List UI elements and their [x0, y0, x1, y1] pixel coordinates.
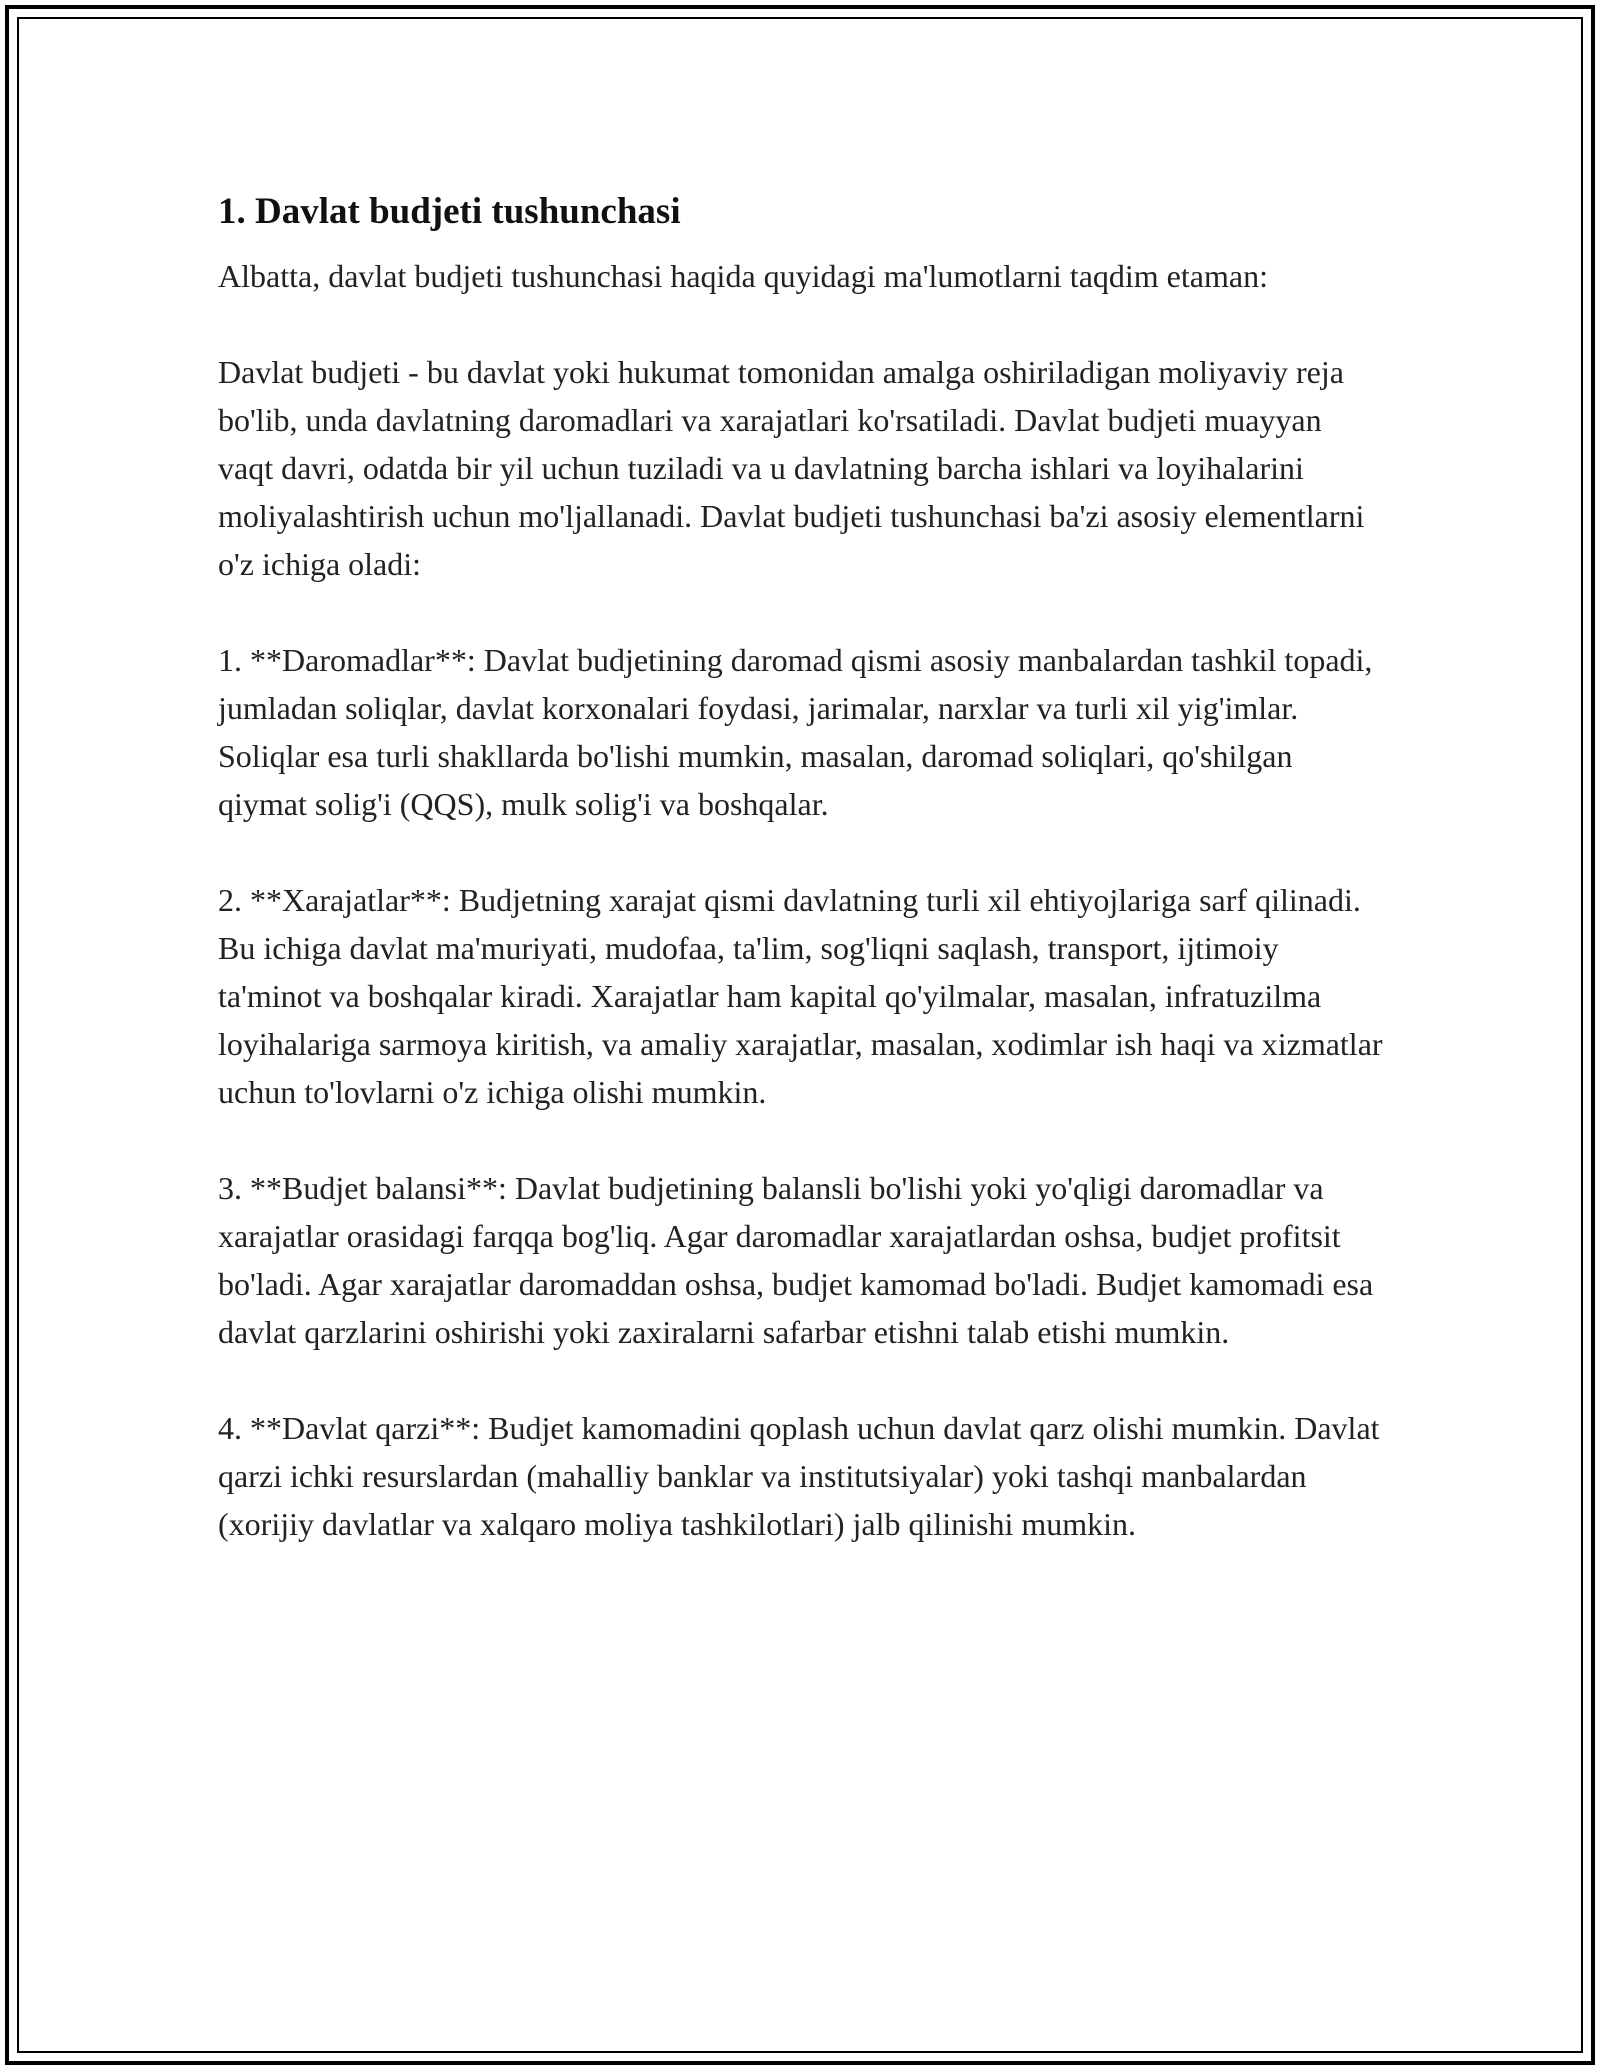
- list-item-budjet-balansi: 3. **Budjet balansi**: Davlat budjetining balansli bo'lishi yoki yo'qligi daromadlar va xarajatlar orasidagi farqqa bog'liq. Agar daromadlar xarajatlardan oshsa, budjet profitsit bo'ladi. Agar xarajatlar daromaddan oshsa, budjet kamomad bo'ladi. Budjet kamomadi esa davlat qarzlarini oshirishi yoki zaxiralarni safarbar etishni talab etishi mumkin.: [218, 1170, 1374, 1350]
- intro-paragraph: Albatta, davlat budjeti tushunchasi haqida quyidagi ma'lumotlarni taqdim etaman:: [218, 258, 1268, 294]
- list-item-davlat-qarzi: 4. **Davlat qarzi**: Budjet kamomadini qoplash uchun davlat qarz olishi mumkin. Davlat qarzi ichki resurslardan (mahalliy banklar va institutsiyalar) yoki tashqi manbalardan (xorijiy davlatlar va xalqaro moliya tashkilotlari) jalb qilinishi mumkin.: [218, 1410, 1380, 1542]
- document-body: [218, 180, 1383, 1548]
- definition-paragraph: Davlat budjeti - bu davlat yoki hukumat tomonidan amalga oshiriladigan moliyaviy reja bo'lib, unda davlatning daromadlari va xarajatlari ko'rsatiladi. Davlat budjeti muayyan vaqt davri, odatda bir yil uchun tuziladi va u davlatning barcha ishlari va loyihalarini moliyalashtirish uchun mo'ljallanadi. Davlat budjeti tushunchasi ba'zi asosiy elementlarni o'z ichiga oladi:: [218, 354, 1365, 582]
- list-item-xarajatlar: 2. **Xarajatlar**: Budjetning xarajat qismi davlatning turli xil ehtiyojlariga sarf qilinadi. Bu ichiga davlat ma'muriyati, mudofaa, ta'lim, sog'liqni saqlash, transport, ijtimoiy ta'minot va boshqalar kiradi. Xarajatlar ham kapital qo'yilmalar, masalan, infratuzilma loyihalariga sarmoya kiritish, va amaliy xarajatlar, masalan, xodimlar ish haqi va xizmatlar uchun to'lovlarni o'z ichiga olishi mumkin.: [218, 882, 1383, 1110]
- page-title: 1. Davlat budjeti tushunchasi: [218, 191, 681, 232]
- list-item-daromadlar: 1. **Daromadlar**: Davlat budjetining daromad qismi asosiy manbalardan tashkil topadi, jumladan soliqlar, davlat korxonalari foydasi, jarimalar, narxlar va turli xil yig'imlar. Soliqlar esa turli shakllarda bo'lishi mumkin, masalan, daromad soliqlari, qo'shilgan qiymat solig'i (QQS), mulk solig'i va boshqalar.: [218, 642, 1373, 822]
